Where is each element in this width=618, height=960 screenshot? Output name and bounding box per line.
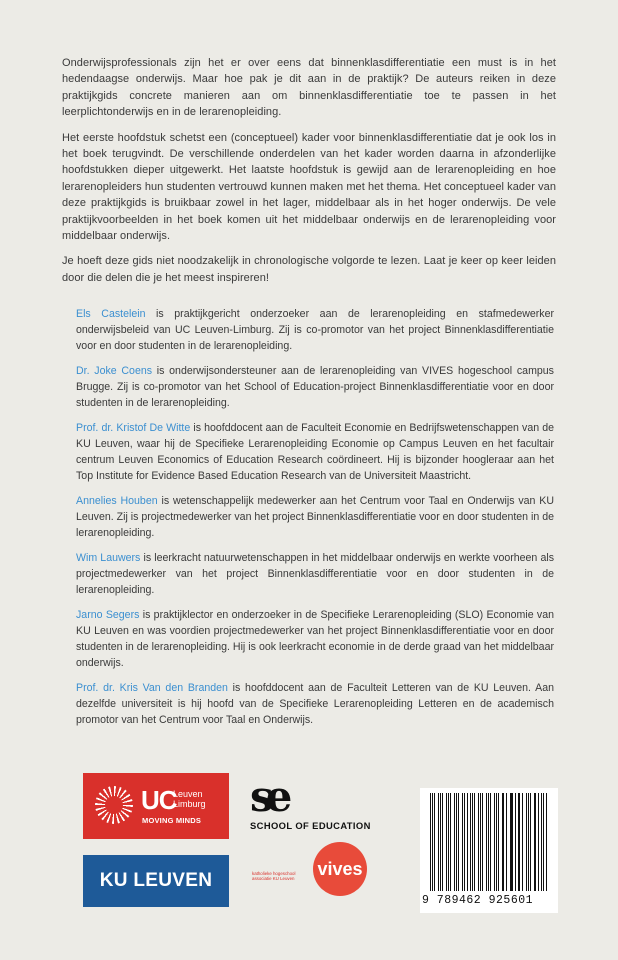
isbn-number: 9 789462 925601 xyxy=(422,894,534,907)
barcode-bars xyxy=(430,793,550,891)
author-description: is praktijkgericht onderzoeker aan de lerarenopleiding en stafmedewerker onderwijsbeleid van UC Leuven-Limburg. Zij is co-promotor van het project Binnenklasdifferentiatie voor en door studenten in de lerarenopleiding. xyxy=(76,308,554,352)
barcode-bar xyxy=(438,793,439,891)
barcode-bar xyxy=(519,793,520,891)
publisher-logos xyxy=(0,770,618,960)
uc-sun-icon xyxy=(95,786,133,824)
vives-logo xyxy=(250,840,374,902)
vives-subtitle-line-2: associatie KU Leuven xyxy=(252,876,295,881)
barcode-bar xyxy=(478,793,479,891)
barcode-bar xyxy=(490,793,491,891)
barcode-bar xyxy=(450,793,451,891)
intro-paragraph-2: Het eerste hoofdstuk schetst een (conceptueel) kader voor binnenklasdifferentiatie dat je ook los in het boek terugvindt. De verschillende onderdelen van het kader worden daarna in afzonderlijke hoofdstukken dieper uitgewerkt. Het laatste hoofdstuk is gewijd aan de lerarenopleiding en hoe lerarenopleiders hun studenten vertrouwd kunnen maken met het thema. Het conceptueel kader van deze praktijkgids is bruikbaar zowel in het lager, middelbaar als in het hoger onderwijs. De vele praktijkvoorbeelden in het boek komen uit het middelbaar onderwijs en de lerarenopleiding voor middelbaar onderwijs. xyxy=(62,131,556,243)
author-bio xyxy=(76,550,554,598)
author-bio xyxy=(76,363,554,411)
barcode-bar xyxy=(442,793,443,891)
author-name: Dr. Joke Coens xyxy=(76,365,153,377)
author-name: Wim Lauwers xyxy=(76,552,141,564)
barcode-bar xyxy=(546,793,547,891)
intro-paragraph-1: Onderwijsprofessionals zijn het er over eens dat binnenklasdifferentiatie een must is in het hedendaagse onderwijs. Maar hoe pak je dit aan in de praktijk? De auteurs reiken in deze praktijkgids concrete manieren aan om binnenklasdifferentiatie toe te passen in het leerplichtonderwijs en in de lerarenopleiding. xyxy=(62,57,556,119)
barcode-bar xyxy=(530,793,531,891)
author-bio xyxy=(76,306,554,354)
barcode-bar xyxy=(472,793,473,891)
uc-leuven-limburg-logo xyxy=(83,773,229,839)
author-description: is praktijklector en onderzoeker in de Specifieke Lerarenopleiding (SLO) Economie van KU Leuven en was voordien projectmedewerker van het project Binnenklasdifferentiatie voor en door studenten in de lerarenopleiding. Hij is ook leerkracht economie in de derde graad van het middelbaar onderwijs. xyxy=(76,609,554,669)
uc-logo-city xyxy=(173,789,206,809)
barcode-bar xyxy=(522,793,523,891)
intro-text xyxy=(62,55,556,295)
author-bios xyxy=(76,306,554,737)
barcode-bar xyxy=(430,793,431,891)
author-bio xyxy=(76,493,554,541)
barcode-bar xyxy=(498,793,499,891)
author-description: is onderwijsondersteuner aan de lerarenopleiding van VIVES hogeschool campus Brugge. Zij is co-promotor van het School of Education-project Binnenklasdifferentiatie voor en door studenten in de lerarenopleiding. xyxy=(76,365,554,409)
author-name: Prof. dr. Kris Van den Branden xyxy=(76,682,228,694)
uc-tagline: MOVING MINDS xyxy=(142,816,202,825)
vives-disc: vives xyxy=(313,842,367,896)
barcode-bar xyxy=(506,793,507,891)
uc-logo-text: UC xyxy=(141,785,177,815)
author-description: is hoofddocent aan de Faculteit Economie en Bedrijfswetenschappen van de KU Leuven, waar hij de Specifieke Lerarenopleiding Economie op Campus Leuven en het facultair centrum Leuven Economics of Education Research coördineert. Hij is bijzonder hoogleraar aan het Top Institute for Evidence Based Education Research van de Universiteit Maastricht. xyxy=(76,422,554,482)
author-name: Annelies Houben xyxy=(76,495,158,507)
uc-city-line-2: Limburg xyxy=(173,799,206,809)
author-description: is wetenschappelijk medewerker aan het Centrum voor Taal en Onderwijs van KU Leuven. Zij is projectmedewerker van het project Binnenklasdifferentiatie voor en door studenten in de lerarenopleiding. xyxy=(76,495,554,539)
barcode-bar xyxy=(541,793,542,891)
se-monogram-icon: se xyxy=(250,772,285,821)
barcode-bar xyxy=(486,793,487,891)
barcode-bar xyxy=(511,793,512,891)
ku-leuven-logo: KU LEUVEN xyxy=(83,855,229,907)
vives-subtitle-line-1: katholieke hogeschool xyxy=(252,871,296,876)
author-name: Els Castelein xyxy=(76,308,146,320)
school-of-education-logo xyxy=(250,772,395,838)
intro-paragraph-3: Je hoeft deze gids niet noodzakelijk in chronologische volgorde te lezen. Laat je keer op keer leiden door die delen die je het meest inspireren! xyxy=(62,255,556,284)
isbn-barcode xyxy=(420,788,558,913)
author-bio xyxy=(76,680,554,728)
author-bio xyxy=(76,420,554,484)
uc-city-line-1: Leuven xyxy=(173,789,203,799)
vives-subtitle xyxy=(252,871,322,881)
author-description: is leerkracht natuurwetenschappen in het middelbaar onderwijs en werkte voorheen als projectmedewerker van het project Binnenklasdifferentiatie voor en door studenten in de lerarenopleiding. xyxy=(76,552,554,596)
barcode-bar xyxy=(458,793,459,891)
author-name: Jarno Segers xyxy=(76,609,140,621)
author-description: is hoofddocent aan de Faculteit Letteren van de KU Leuven. Aan dezelfde universiteit is hij hoofd van de Specifieke Lerarenopleiding Letteren en de academisch promotor van het Centrum voor Taal en Onderwijs. xyxy=(76,682,554,726)
author-bio xyxy=(76,607,554,671)
school-of-education-label: SCHOOL OF EDUCATION xyxy=(250,820,371,831)
barcode-bar xyxy=(462,793,463,891)
author-name: Prof. dr. Kristof De Witte xyxy=(76,422,191,434)
